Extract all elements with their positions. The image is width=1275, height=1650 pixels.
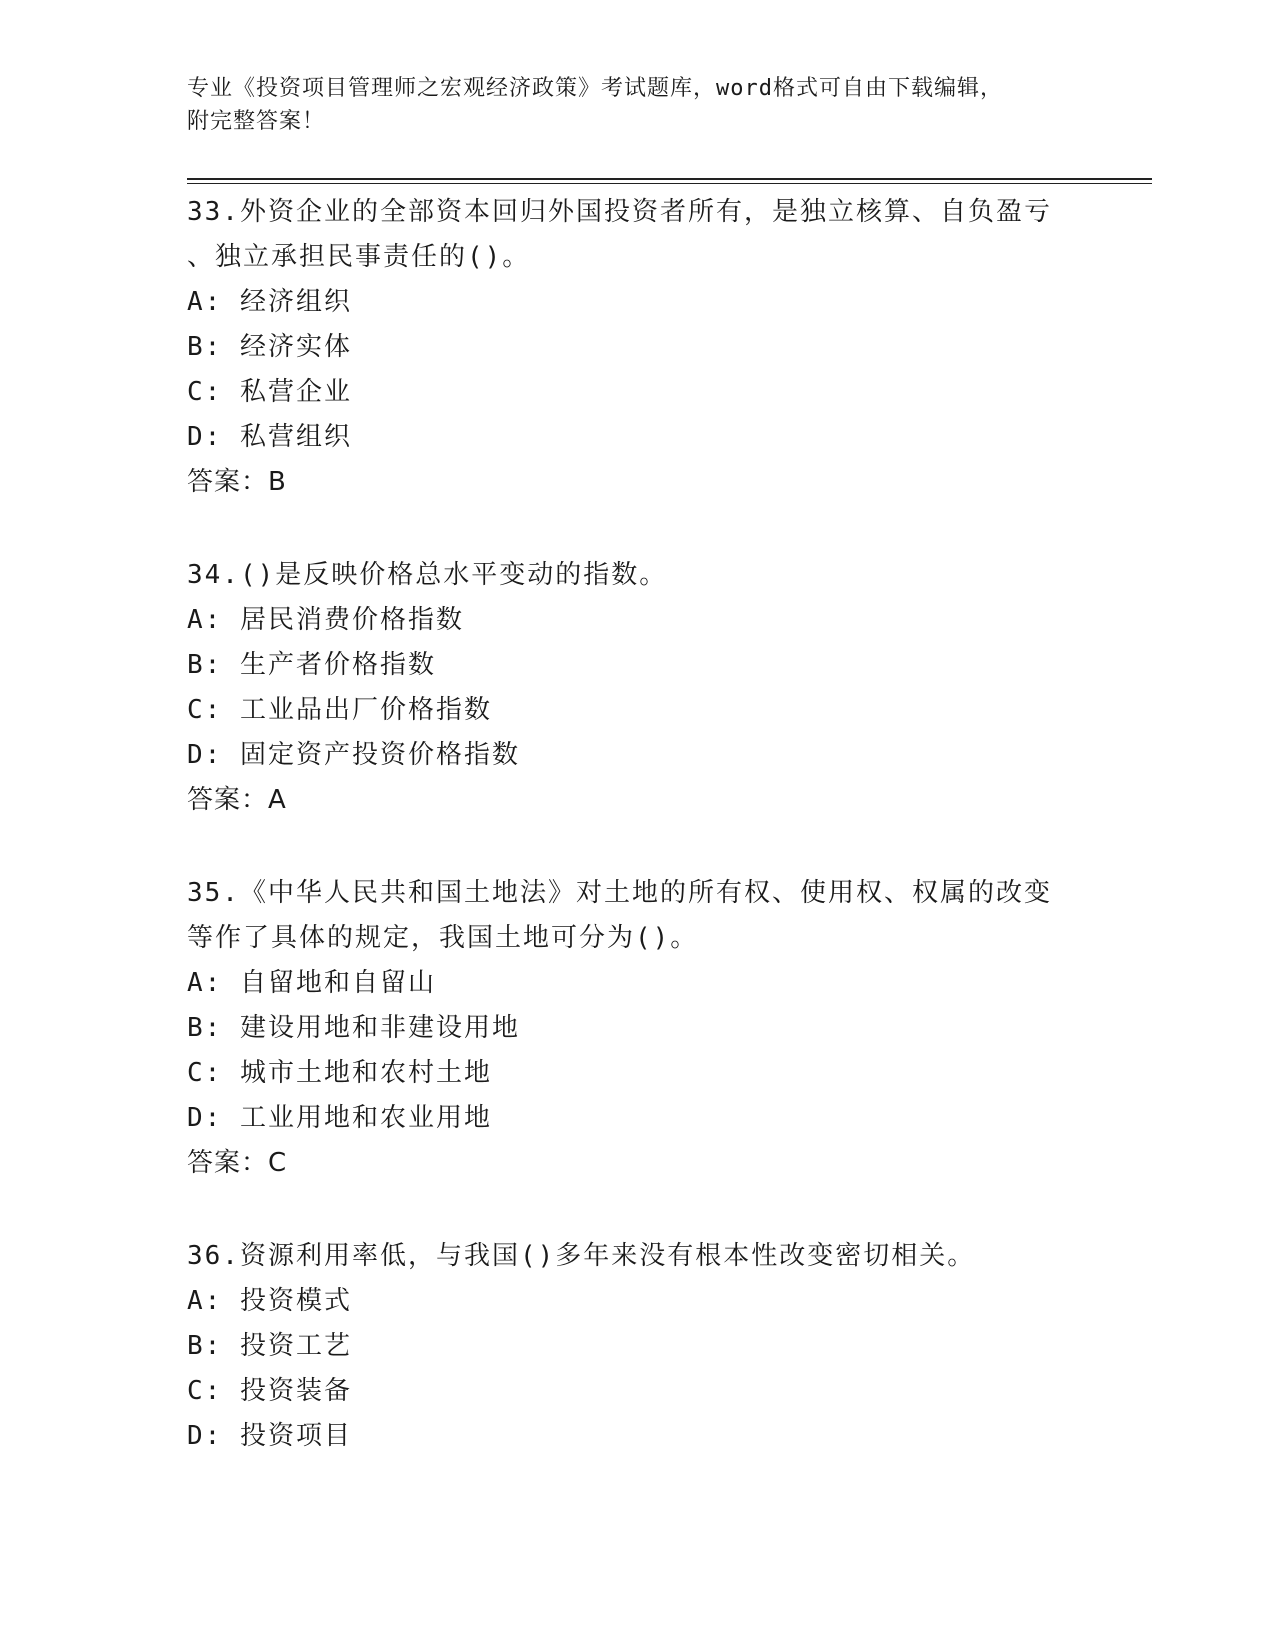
option-d: D: 投资项目 — [187, 1421, 352, 1451]
header-divider-thin — [187, 183, 1152, 184]
option-c: C: 私营企业 — [187, 377, 352, 407]
answer-line: 答案：C — [187, 1148, 288, 1178]
option-c: C: 投资装备 — [187, 1376, 352, 1406]
question-stem: 34.()是反映价格总水平变动的指数。 — [187, 560, 668, 590]
option-a: A: 自留地和自留山 — [187, 968, 436, 998]
question-stem: 35.《中华人民共和国土地法》对土地的所有权、使用权、权属的改变 等作了具体的规定，我国土地可分为()。 — [187, 878, 1052, 953]
document-header: 专业《投资项目管理师之宏观经济政策》考试题库，word格式可自由下载编辑， 附完整答案！ — [187, 76, 1003, 134]
question-34 — [187, 553, 1147, 823]
option-a: A: 经济组织 — [187, 287, 352, 317]
question-list — [187, 190, 1147, 1507]
option-d: D: 私营组织 — [187, 422, 352, 452]
option-b: B: 生产者价格指数 — [187, 650, 436, 680]
option-d: D: 固定资产投资价格指数 — [187, 740, 520, 770]
option-c: C: 城市土地和农村土地 — [187, 1058, 492, 1088]
question-stem: 33.外资企业的全部资本回归外国投资者所有，是独立核算、自负盈亏 、独立承担民事责任的()。 — [187, 197, 1052, 272]
option-a: A: 居民消费价格指数 — [187, 605, 464, 635]
question-33 — [187, 190, 1147, 505]
option-d: D: 工业用地和农业用地 — [187, 1103, 492, 1133]
header-divider-thick — [187, 178, 1152, 180]
option-b: B: 投资工艺 — [187, 1331, 352, 1361]
option-c: C: 工业品出厂价格指数 — [187, 695, 492, 725]
answer-line: 答案：A — [187, 785, 287, 815]
option-a: A: 投资模式 — [187, 1286, 352, 1316]
option-b: B: 经济实体 — [187, 332, 352, 362]
question-35 — [187, 871, 1147, 1186]
question-36 — [187, 1234, 1147, 1459]
question-stem: 36.资源利用率低，与我国()多年来没有根本性改变密切相关。 — [187, 1241, 976, 1271]
answer-line: 答案：B — [187, 467, 287, 497]
option-b: B: 建设用地和非建设用地 — [187, 1013, 520, 1043]
